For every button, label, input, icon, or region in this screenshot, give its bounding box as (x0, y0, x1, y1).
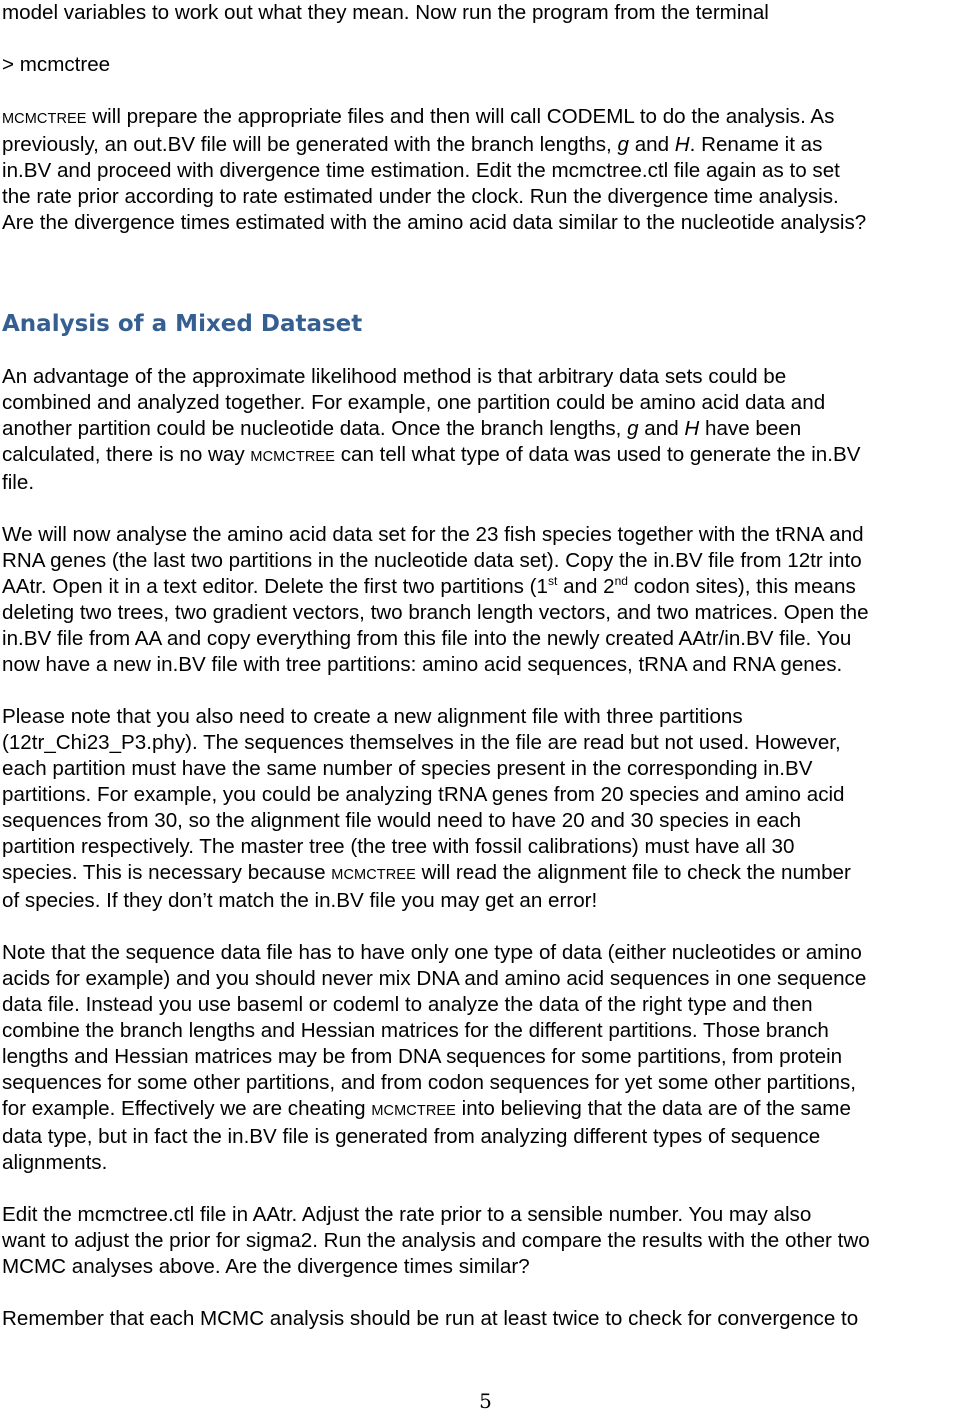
text-line: sequences from 30, so the alignment file would need to have 20 and 30 species in each (2, 809, 802, 832)
text-line: sequences for some other partitions, and from codon sequences for yet some other partitions, (2, 1071, 856, 1094)
text-line: partitions. For example, you could be analyzing tRNA genes from 20 species and amino acid (2, 783, 845, 806)
text-fragment: . Rename it as (689, 133, 823, 156)
text-fragment: and (628, 133, 675, 156)
text-fragment: will read the alignment file to check the number (415, 861, 851, 884)
text-line (2, 860, 970, 888)
text-line: partition respectively. The master tree (the tree with fossil calibrations) must have all 30 (2, 835, 795, 858)
text-line: the rate prior according to rate estimated under the clock. Run the divergence time analysis. (2, 185, 839, 208)
text-line: MCMC analyses above. Are the divergence times similar? (2, 1255, 530, 1278)
small-caps-program-name: MCMCTREE (371, 1103, 456, 1119)
text-fragment: and (638, 417, 685, 440)
small-caps-program-name: MCMCTREE (2, 111, 87, 127)
text-line: alignments. (2, 1151, 108, 1174)
text-line (2, 416, 970, 442)
text-line: An advantage of the approximate likelihood method is that arbitrary data sets could be (2, 365, 787, 388)
text-line (2, 442, 970, 470)
text-fragment: previously, an out.BV file will be generated with the branch lengths, (2, 133, 618, 156)
text-line: model variables to work out what they mean. Now run the program from the terminal (2, 1, 769, 24)
text-line: deleting two trees, two gradient vectors, two branch length vectors, and two matrices. Open the (2, 601, 869, 624)
text-line: data file. Instead you use baseml or codeml to analyze the data of the right type and then (2, 993, 813, 1016)
text-line: combined and analyzed together. For example, one partition could be amino acid data and (2, 391, 826, 414)
text-line: Are the divergence times estimated with the amino acid data similar to the nucleotide analysis? (2, 211, 867, 234)
superscript: nd (614, 574, 628, 588)
italic-variable: g (627, 417, 639, 440)
superscript: st (548, 574, 558, 588)
document-page (2, 0, 970, 1332)
text-line: data type, but in fact the in.BV file is generated from analyzing different types of sequence (2, 1125, 821, 1148)
text-fragment: can tell what type of data was used to generate the in.BV (334, 443, 861, 466)
text-line: Note that the sequence data file has to have only one type of data (either nucleotides or amino (2, 941, 862, 964)
text-line: (12tr_Chi23_P3.phy). The sequences themselves in the file are read but not used. However, (2, 731, 841, 754)
text-line (2, 104, 970, 132)
text-line: We will now analyse the amino acid data set for the 23 fish species together with the tRNA and (2, 523, 864, 546)
page-number: 5 (479, 1389, 492, 1413)
text-fragment: will prepare the appropriate files and then will call CODEML to do the analysis. As (86, 105, 835, 128)
small-caps-program-name: MCMCTREE (250, 449, 335, 465)
text-line: lengths and Hessian matrices may be from DNA sequences for some partitions, from protein (2, 1045, 843, 1068)
text-fragment: into believing that the data are of the same (455, 1097, 851, 1120)
small-caps-program-name: MCMCTREE (331, 867, 416, 883)
text-line: file. (2, 471, 35, 494)
text-line: each partition must have the same number of species present in the corresponding in.BV (2, 757, 813, 780)
text-line: now have a new in.BV file with tree partitions: amino acid sequences, tRNA and RNA genes. (2, 653, 843, 676)
text-fragment: have been (699, 417, 802, 440)
text-line: Edit the mcmctree.ctl file in AAtr. Adjust the rate prior to a sensible number. You may also (2, 1203, 812, 1226)
italic-variable: H (684, 417, 700, 440)
text-line: combine the branch lengths and Hessian matrices for the different partitions. Those branch (2, 1019, 829, 1042)
text-line: Please note that you also need to create a new alignment file with three partitions (2, 705, 743, 728)
text-line: Remember that each MCMC analysis should be run at least twice to check for convergence to (2, 1307, 859, 1330)
italic-variable: H (674, 133, 690, 156)
text-fragment: and 2 (557, 575, 615, 598)
text-fragment: for example. Effectively we are cheating (2, 1097, 372, 1120)
text-fragment: AAtr. Open it in a text editor. Delete the first two partitions (1 (2, 575, 548, 598)
text-fragment: another partition could be nucleotide data. Once the branch lengths, (2, 417, 628, 440)
text-line: of species. If they don’t match the in.BV file you may get an error! (2, 889, 598, 912)
text-fragment: species. This is necessary because (2, 861, 332, 884)
text-fragment: codon sites), this means (627, 575, 856, 598)
text-line: RNA genes (the last two partitions in the nucleotide data set). Copy the in.BV file from 12tr into (2, 549, 862, 572)
command-line: > mcmctree (2, 53, 111, 76)
text-line: acids for example) and you should never mix DNA and amino acid sequences in one sequence (2, 967, 867, 990)
text-line (2, 132, 970, 158)
text-line: in.BV file from AA and copy everything from this file into the newly created AAtr/in.BV file. You (2, 627, 852, 650)
text-line: want to adjust the prior for sigma2. Run the analysis and compare the results with the other two (2, 1229, 870, 1252)
italic-variable: g (617, 133, 629, 156)
text-line (2, 574, 970, 600)
text-fragment: calculated, there is no way (2, 443, 251, 466)
section-heading: Analysis of a Mixed Dataset (2, 311, 363, 337)
text-line (2, 1096, 970, 1124)
text-line: in.BV and proceed with divergence time estimation. Edit the mcmctree.ctl file again as to set (2, 159, 840, 182)
